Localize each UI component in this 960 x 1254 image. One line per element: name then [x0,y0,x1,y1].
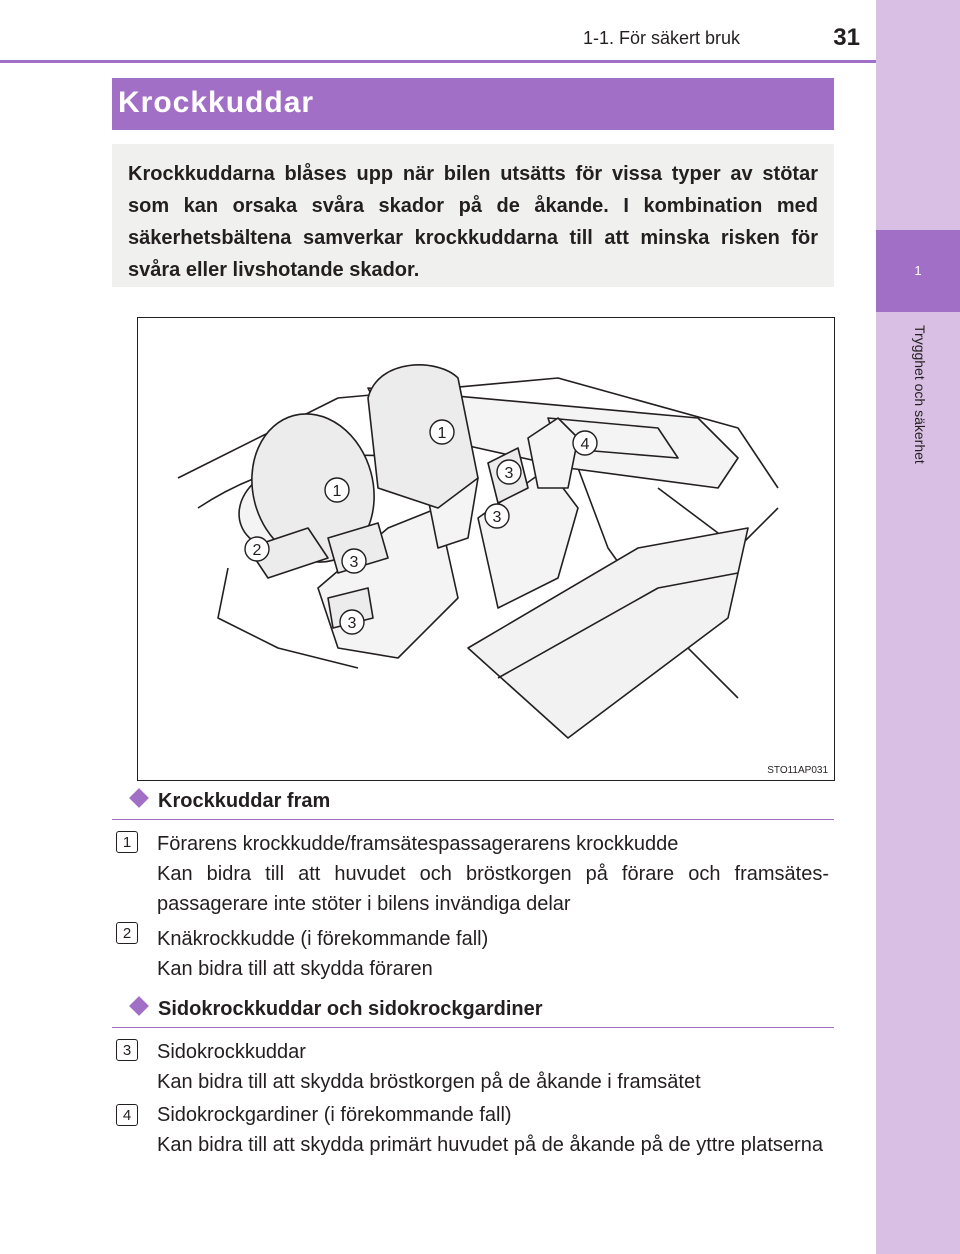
airbag-illustration [137,317,835,781]
chapter-title-vertical [876,325,960,525]
item-description: Kan bidra till att huvudet och bröstkorgen på förare och framsätes-passagerare inte stöter i bilens invändiga delar [157,863,829,915]
item-description: Kan bidra till att skydda bröstkorgen på de åkande i framsätet [157,1071,701,1093]
page-number: 31 [833,24,860,51]
figure-code: STO11AP031 [767,765,828,776]
item-name: Förarens krockkudde/framsätespassagerarens krockkudde [157,833,679,855]
item-number-badge: 1 [116,831,138,853]
section-heading-text: Krockkuddar fram [158,790,331,812]
callout-1-driver [325,478,349,502]
item-description: Kan bidra till att skydda primärt huvudet på de åkande på de yttre platserna [157,1134,823,1156]
chapter-sidebar [876,0,960,1254]
callout-1-passenger [430,420,454,444]
callout-3-passenger-lower [485,504,509,528]
callout-3-driver-lower [340,610,364,634]
svg-text:1: 1 [332,483,342,500]
item-number-badge: 4 [116,1104,138,1126]
svg-text:3: 3 [492,509,502,526]
svg-text:3: 3 [504,465,514,482]
item-name: Sidokrockkuddar [157,1041,306,1063]
chapter-title: Trygghet och säkerhet [912,325,928,464]
item-name: Knäkrockkudde (i förekommande fall) [157,928,489,950]
section-rule [112,819,834,820]
intro-text: Krockkuddarna blåses upp när bilen utsätts för vissa typer av stötar som kan orsaka svåra skador på de åkande. I kombination med säkerhetsbältena samverkar krockkuddarna till att minska risken för svåra eller livshotande skador. [128,163,818,281]
car-interior-drawing [138,318,834,780]
running-header-section: 1-1. För säkert bruk [582,28,740,48]
title-banner [112,78,834,130]
svg-text:1: 1 [437,425,447,442]
section-heading-text: Sidokrockkuddar och sidokrockgardiner [158,998,543,1020]
diamond-bullet-icon [129,996,149,1016]
svg-text:3: 3 [349,554,359,571]
svg-text:4: 4 [580,436,590,453]
section-heading-side-airbags [128,998,834,1021]
page-title: Krockkuddar [118,86,315,119]
item-description: Kan bidra till att skydda föraren [157,958,433,980]
callout-4-curtain [573,431,597,455]
callout-3-passenger-side [497,460,521,484]
intro-box [112,144,834,287]
svg-text:2: 2 [252,542,262,559]
list-item [157,829,829,919]
chapter-number-tab[interactable] [876,230,960,312]
header-rule [0,60,876,63]
callout-3-driver-side [342,549,366,573]
item-name: Sidokrockgardiner (i förekommande fall) [157,1104,512,1126]
item-number-badge: 3 [116,1039,138,1061]
item-number-badge: 2 [116,922,138,944]
list-item [157,924,829,984]
callout-2-knee [245,537,269,561]
section-rule [112,1027,834,1028]
crop-mark-top-left [0,0,1,1]
svg-text:3: 3 [347,615,357,632]
section-heading-front-airbags [128,790,834,813]
list-item [157,1100,829,1160]
diamond-bullet-icon [129,788,149,808]
list-item [157,1037,829,1097]
chapter-number: 1 [914,263,922,278]
